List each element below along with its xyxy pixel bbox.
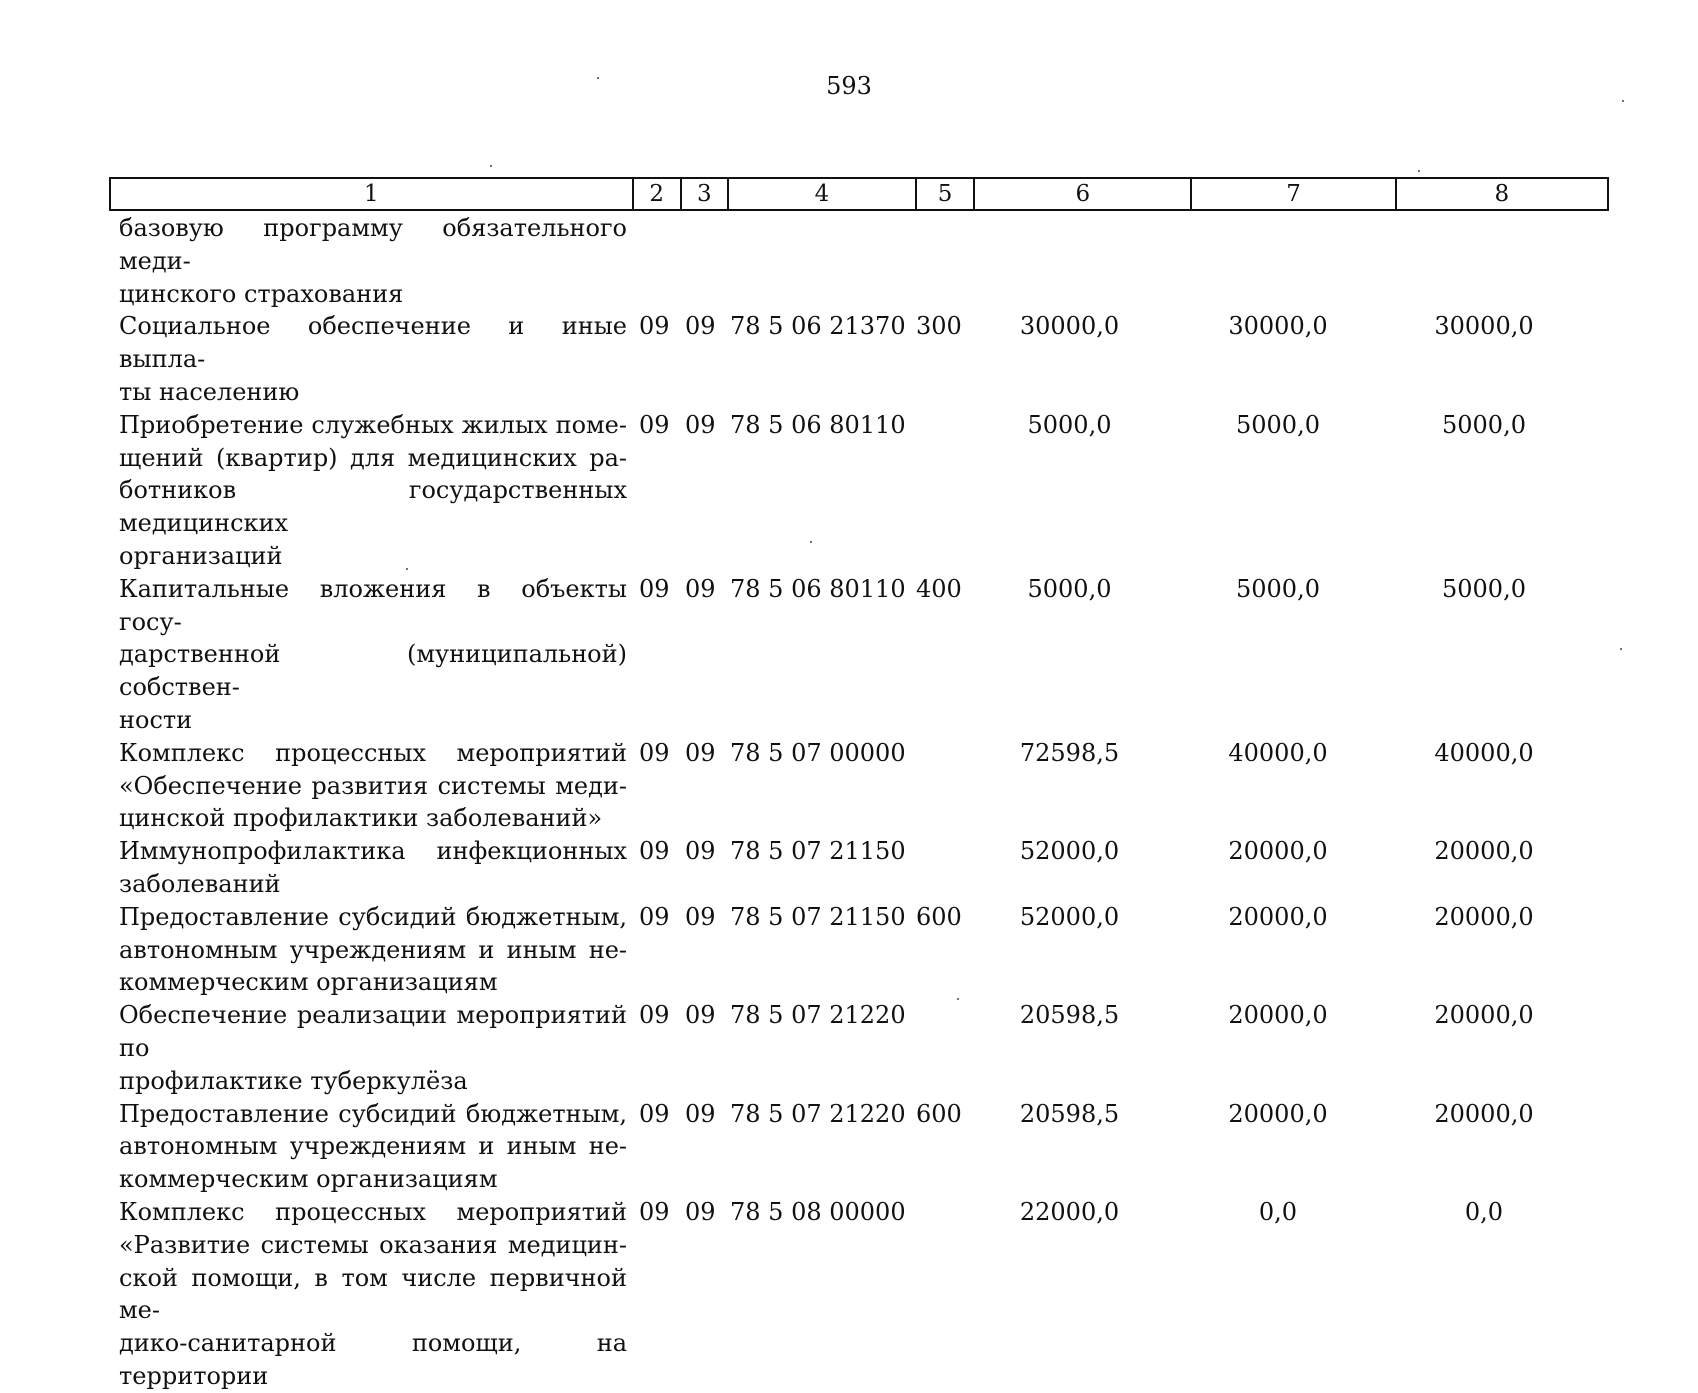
cell-col-7: 40000,0 <box>1228 738 1328 767</box>
cell-col-8: 20000,0 <box>1434 1099 1534 1128</box>
scan-speck <box>1620 648 1622 650</box>
cell-col-5: 600 <box>916 902 962 931</box>
table-row <box>109 1196 1609 1393</box>
row-name-line: организаций <box>119 541 283 570</box>
row-name-line: дико-санитарной помощи, на территории <box>119 1329 627 1390</box>
cell-col-5: 400 <box>916 574 962 603</box>
cell-col-6: 22000,0 <box>1019 1197 1120 1226</box>
cell-col-6: 52000,0 <box>1019 902 1120 931</box>
cell-col-6: 20598,5 <box>1019 1099 1120 1128</box>
cell-col-7: 30000,0 <box>1228 312 1328 341</box>
scan-speck <box>810 541 812 543</box>
row-name-line: Предоставление субсидий бюджетным, <box>119 902 627 931</box>
cell-col-2: 09 <box>639 738 670 767</box>
header-col-5: 5 <box>916 178 974 210</box>
row-name-line: заболеваний <box>119 869 281 898</box>
header-col-2: 2 <box>633 178 681 210</box>
cell-col-3: 09 <box>685 1099 716 1128</box>
cell-col-7: 20000,0 <box>1228 1001 1328 1030</box>
cell-col-8: 5000,0 <box>1442 574 1526 603</box>
scan-speck <box>957 998 959 1000</box>
cell-col-5: 600 <box>916 1099 962 1128</box>
cell-col-3: 09 <box>685 1001 716 1030</box>
scan-speck <box>1622 100 1624 102</box>
row-name-line: цинского страхования <box>119 279 404 308</box>
cell-col-2: 09 <box>639 837 670 866</box>
cell-col-7: 20000,0 <box>1228 1099 1328 1128</box>
scan-speck <box>1418 170 1420 172</box>
cell-col-4: 78 5 07 00000 <box>730 738 906 767</box>
cell-col-7: 20000,0 <box>1228 902 1328 931</box>
scan-speck <box>597 77 599 79</box>
header-col-7: 7 <box>1191 178 1395 210</box>
row-name-line: автономным учреждениям и иным не- <box>119 935 627 964</box>
cell-col-7: 0,0 <box>1258 1197 1298 1226</box>
cell-col-7: 20000,0 <box>1228 837 1328 866</box>
cell-col-6: 72598,5 <box>1019 738 1120 767</box>
cell-col-2: 09 <box>639 410 670 439</box>
row-name-line: щений (квартир) для медицинских ра- <box>119 443 627 472</box>
table-body <box>109 212 1609 1393</box>
row-name-line: базовую программу обязательного меди- <box>119 214 627 275</box>
cell-col-3: 09 <box>685 738 716 767</box>
row-name <box>109 409 629 573</box>
header-col-6: 6 <box>974 178 1191 210</box>
cell-col-7: 5000,0 <box>1236 410 1320 439</box>
row-name-line: «Развитие системы оказания медицин- <box>119 1230 627 1259</box>
cell-col-8: 5000,0 <box>1442 410 1526 439</box>
row-name-line: Социальное обеспечение и иные выпла- <box>119 312 627 374</box>
cell-col-2: 09 <box>639 1099 670 1128</box>
table-row <box>109 999 1609 1097</box>
cell-col-2: 09 <box>639 1001 670 1030</box>
table-row <box>109 835 1609 901</box>
cell-col-4: 78 5 07 21150 <box>730 902 906 931</box>
table-row <box>109 310 1609 408</box>
cell-col-6: 5000,0 <box>1027 574 1112 603</box>
table-row <box>109 1098 1609 1196</box>
cell-col-8: 40000,0 <box>1434 738 1534 767</box>
row-name-line: автономным учреждениям и иным не- <box>119 1132 627 1161</box>
row-name <box>109 737 629 835</box>
table-header <box>109 177 1609 211</box>
page-number: 593 <box>826 72 872 100</box>
cell-col-8: 20000,0 <box>1434 902 1534 931</box>
header-col-3: 3 <box>681 178 728 210</box>
cell-col-4: 78 5 07 21220 <box>730 1099 906 1128</box>
header-col-4: 4 <box>728 178 916 210</box>
row-name <box>109 1098 629 1196</box>
cell-col-4: 78 5 06 80110 <box>730 574 906 603</box>
cell-col-3: 09 <box>685 312 716 341</box>
row-name-line: коммерческим организациям <box>119 1165 498 1194</box>
cell-col-2: 09 <box>639 902 670 931</box>
cell-col-6: 5000,0 <box>1027 410 1112 439</box>
row-name <box>109 901 629 999</box>
cell-col-8: 0,0 <box>1464 1197 1504 1226</box>
header-col-1: 1 <box>110 178 633 210</box>
table-row <box>109 409 1609 573</box>
cell-col-3: 09 <box>685 837 716 866</box>
table-row <box>109 901 1609 999</box>
cell-col-4: 78 5 06 21370 <box>730 312 906 341</box>
row-name-line: Обеспечение реализации мероприятий по <box>119 1001 627 1062</box>
row-name <box>109 1196 629 1393</box>
cell-col-7: 5000,0 <box>1236 574 1320 603</box>
row-name-line: Приобретение служебных жилых поме- <box>119 410 627 439</box>
cell-col-8: 20000,0 <box>1434 1001 1534 1030</box>
cell-col-5: 300 <box>916 312 962 341</box>
table-row <box>109 737 1609 835</box>
row-name-line: дарственной (муниципальной) собствен- <box>119 640 627 702</box>
cell-col-4: 78 5 07 21220 <box>730 1001 906 1030</box>
row-name-line: «Обеспечение развития системы меди- <box>119 771 627 800</box>
row-name-line: Комплекс процессных мероприятий <box>119 738 627 767</box>
row-name-line: Капитальные вложения в объекты госу- <box>119 574 627 636</box>
cell-col-3: 09 <box>685 1197 716 1226</box>
row-name-line: профилактике туберкулёза <box>119 1066 468 1095</box>
cell-col-3: 09 <box>685 574 716 603</box>
row-name-line: Предоставление субсидий бюджетным, <box>119 1099 627 1128</box>
row-name <box>109 835 629 901</box>
table-row <box>109 212 1609 310</box>
cell-col-6: 30000,0 <box>1019 312 1120 341</box>
row-name-line: ности <box>119 705 193 734</box>
table-row <box>109 573 1609 737</box>
header-col-8: 8 <box>1396 178 1608 210</box>
row-name <box>109 573 629 737</box>
cell-col-6: 20598,5 <box>1019 1001 1120 1030</box>
cell-col-8: 30000,0 <box>1434 312 1534 341</box>
cell-col-4: 78 5 06 80110 <box>730 410 906 439</box>
row-name-line: ботников государственных медицинских <box>119 476 627 538</box>
row-name-line: цинской профилактики заболеваний» <box>119 804 603 833</box>
cell-col-3: 09 <box>685 902 716 931</box>
row-name-line: Иммунопрофилактика инфекционных <box>119 837 627 866</box>
row-name-line: ской помощи, в том числе первичной ме- <box>119 1263 627 1325</box>
cell-col-4: 78 5 08 00000 <box>730 1197 906 1226</box>
cell-col-4: 78 5 07 21150 <box>730 837 906 866</box>
row-name <box>109 999 629 1097</box>
cell-col-2: 09 <box>639 574 670 603</box>
cell-col-8: 20000,0 <box>1434 837 1534 866</box>
row-name-line: Комплекс процессных мероприятий <box>119 1197 627 1226</box>
row-name-line: ты населению <box>119 377 300 406</box>
cell-col-3: 09 <box>685 410 716 439</box>
row-name <box>109 212 629 310</box>
scan-speck <box>490 165 492 167</box>
row-name-line: коммерческим организациям <box>119 968 498 997</box>
row-name <box>109 310 629 408</box>
cell-col-2: 09 <box>639 1197 670 1226</box>
cell-col-2: 09 <box>639 312 670 341</box>
scan-speck <box>406 568 408 570</box>
cell-col-6: 52000,0 <box>1019 837 1120 866</box>
